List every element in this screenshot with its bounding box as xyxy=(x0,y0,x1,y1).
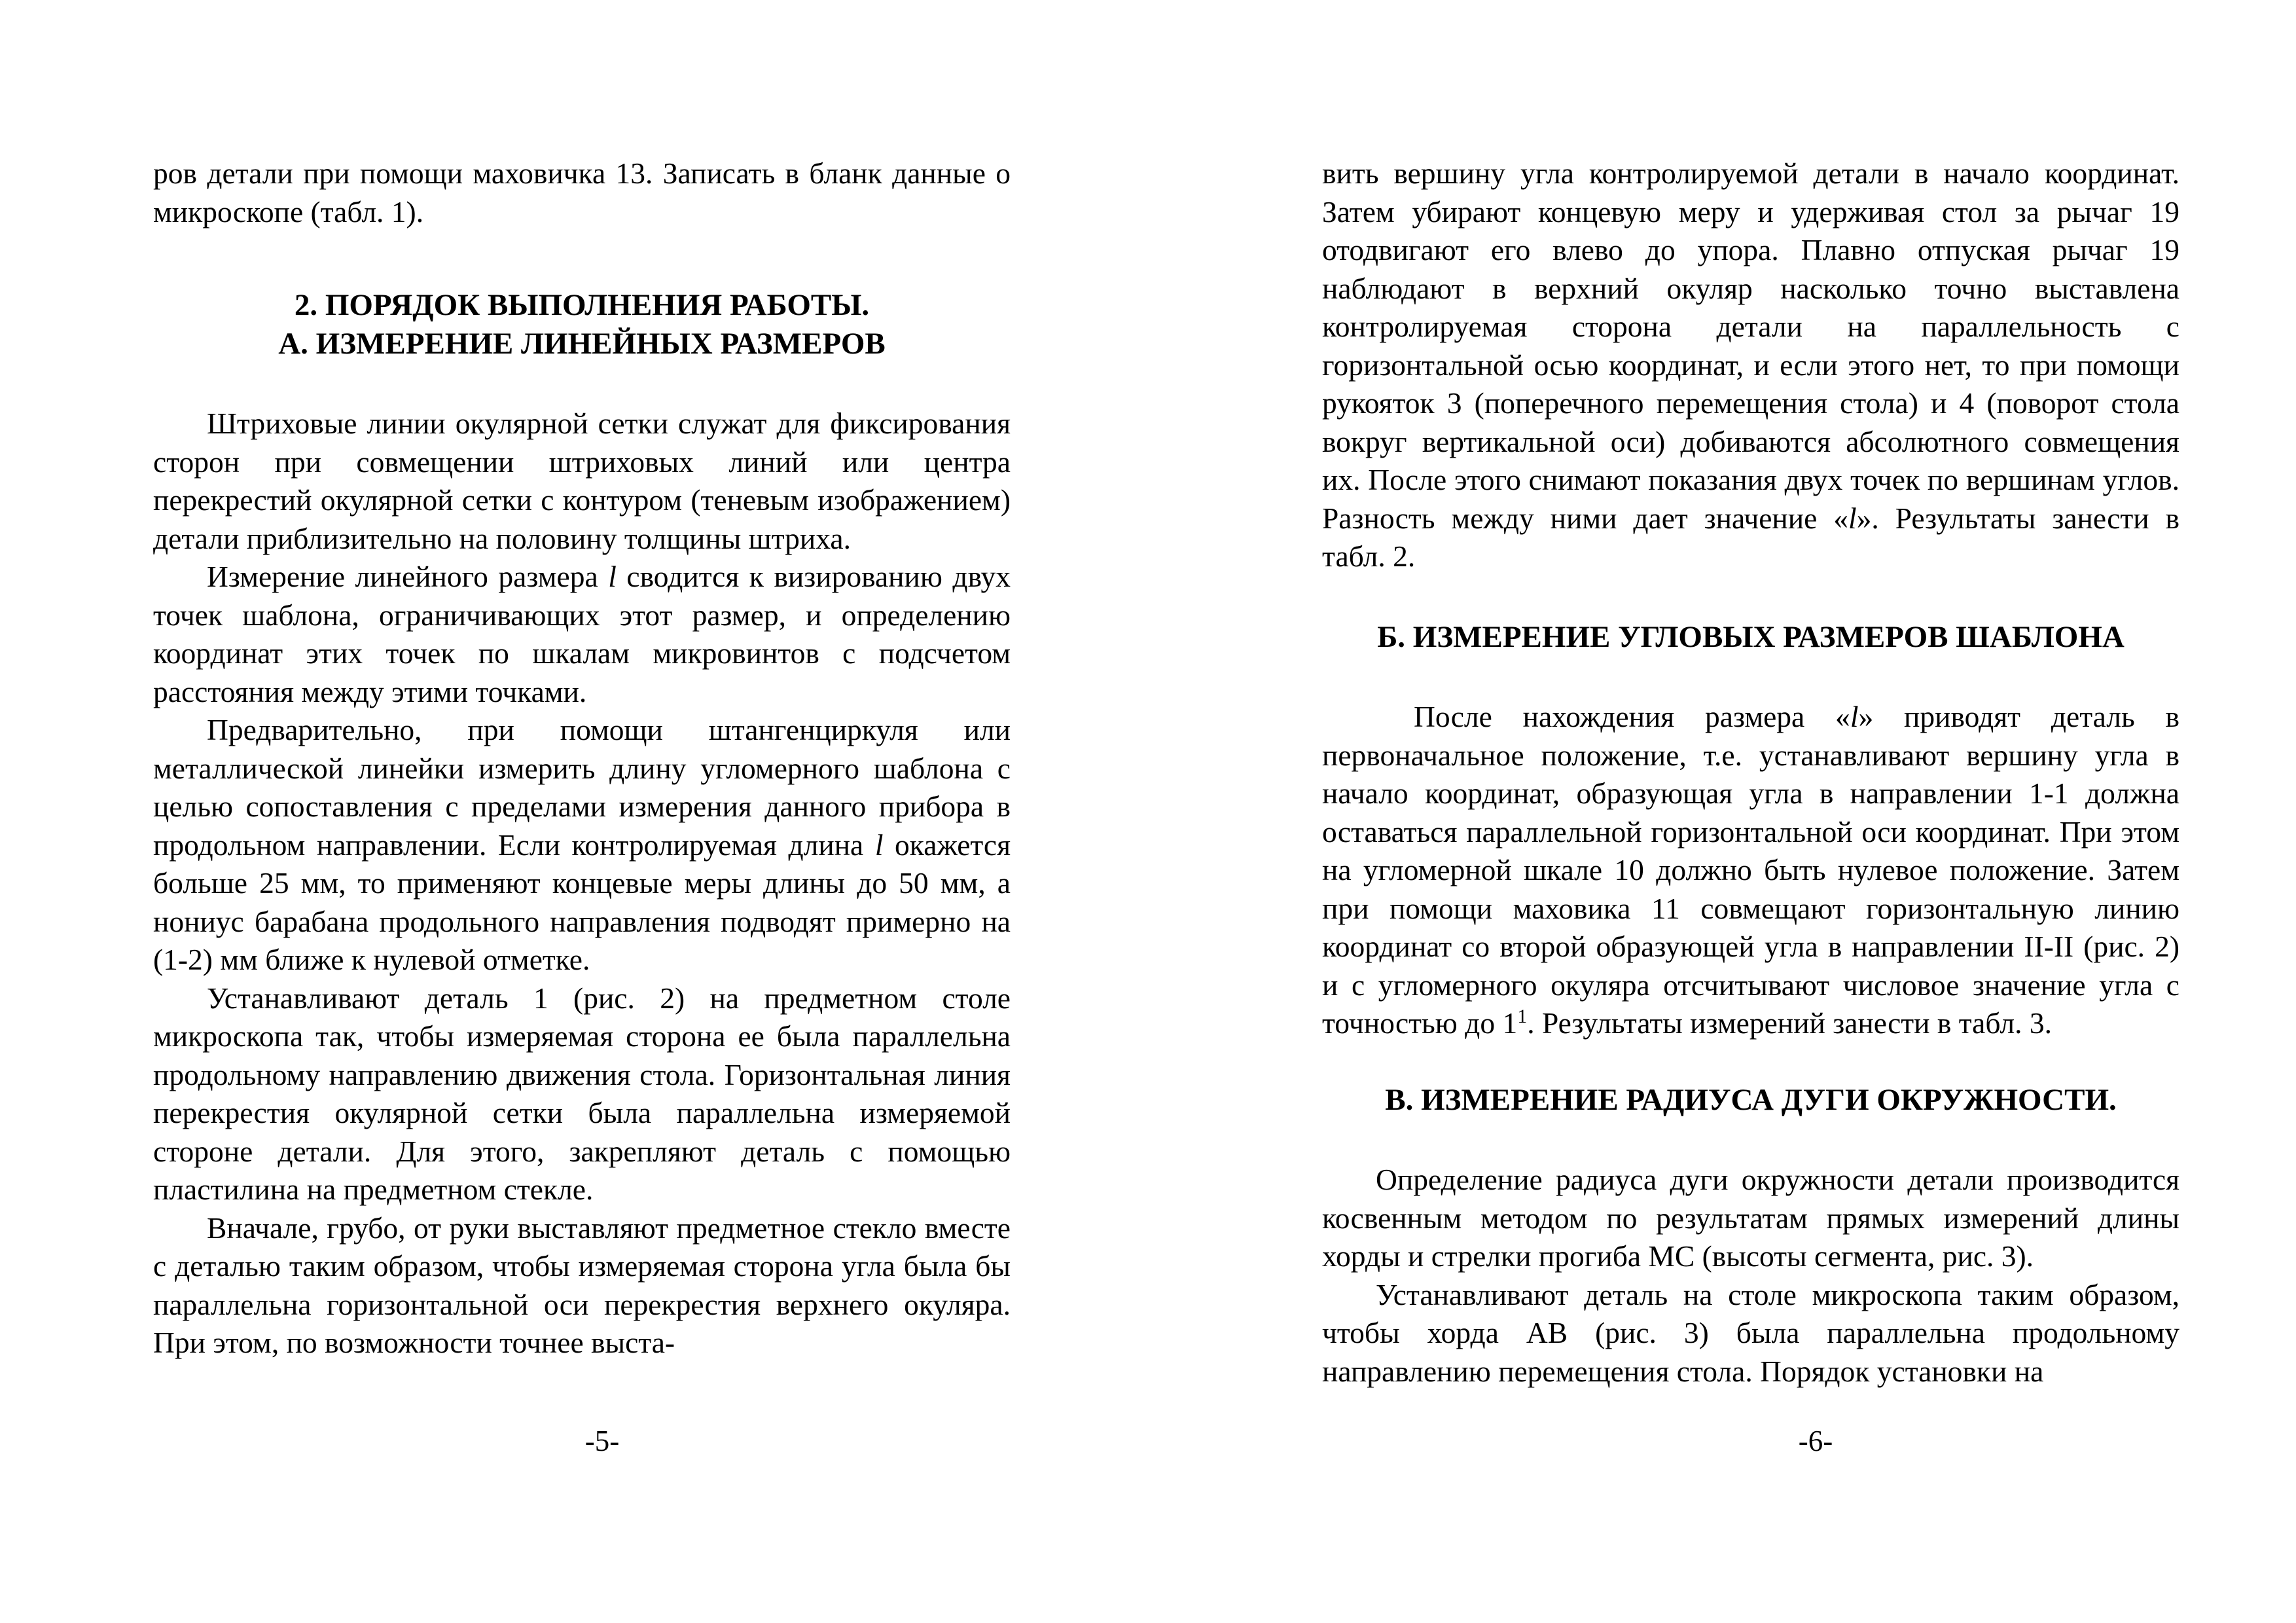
right-page xyxy=(1148,0,2296,1623)
right-page-text xyxy=(1322,155,2179,1391)
paragraph-angular-measurement: После нахождения размера «l» приводят деталь в первоначальное положение, т.е. устанавливают вершину угла в начало координат, образующая угла в направлении 1-1 должна оставаться параллельной горизонтальной оси координат. При этом на угломерной шкале 10 должно быть нулевое положение. Затем при помощи маховика 11 совмещают горизонтальную линию координат со второй образующей угла в направлении II-II (рис. 2) и с угломерного окуляра отсчитывают числовое значение угла с точностью до $1^1$. Результаты измерений занести в табл. 3. xyxy=(1322,700,2179,1040)
paragraph-mounting: Устанавливают деталь 1 (рис. 2) на предметном столе микроскопа так, чтобы измеряемая сторона ее была параллельна продольному направлению движения стола. Горизонтальная линия перекрестия окулярной сетки была параллельна измеряемой стороне детали. Для этого, закрепляют деталь с помощью пластилина на предметном стекле. xyxy=(153,981,1011,1206)
section-heading-line1: 2. ПОРЯДОК ВЫПОЛНЕНИЯ РАБОТЫ. xyxy=(294,288,870,322)
superscript: 1 xyxy=(1517,1005,1528,1027)
paragraph-radius-method: Определение радиуса дуги окружности детали производится косвенным методом по результатам прямых измерений длины хорды и стрелки прогиба МС (высоты сегмента, рис. 3). xyxy=(1322,1163,2179,1273)
paragraph-linear-measurement: Измерение линейного размера l сводится к визированию двух точек шаблона, ограничивающих этот размер, и определению координат этих точек по шкалам микровинтов с подсчетом расстояния между этими точками. xyxy=(153,560,1011,708)
paragraph-reticle-lines: Штриховые линии окулярной сетки служат для фиксирования сторон при совмещении штриховых линий или центра перекрестий окулярной сетки с контуром (теневым изображением) детали приблизительно на половину толщины штриха. xyxy=(153,407,1011,555)
variable-l: l xyxy=(874,828,884,862)
paragraph-radius-setup: Устанавливают деталь на столе микроскопа таким образом, чтобы хорда АВ (рис. 3) была параллельна продольному направлению перемещения стола. Порядок установки на xyxy=(1322,1277,2179,1388)
page-number: -6- xyxy=(1798,1425,1833,1457)
section-heading-b: Б. ИЗМЕРЕНИЕ УГЛОВЫХ РАЗМЕРОВ ШАБЛОНА xyxy=(1377,619,2125,654)
variable-l: l xyxy=(1850,700,1859,733)
section-heading-v: В. ИЗМЕРЕНИЕ РАДИУСА ДУГИ ОКРУЖНОСТИ. xyxy=(1385,1082,2117,1117)
page-number: -5- xyxy=(584,1425,620,1457)
paragraph-alignment: Вначале, грубо, от руки выставляют предметное стекло вместе с деталью таким образом, чтобы измеряемая сторона угла была бы параллельна горизонтальной оси перекрестия верхнего окуляра. При этом, по возможности точнее выста- xyxy=(153,1211,1011,1359)
section-heading xyxy=(153,286,1011,363)
left-page-text xyxy=(153,155,1011,1362)
paragraph-continuation: ров детали при помощи маховичка 13. Записать в бланк данные о микроскопе (табл. 1). xyxy=(153,156,1011,228)
section-heading-line2: А. ИЗМЕРЕНИЕ ЛИНЕЙНЫХ РАЗМЕРОВ xyxy=(278,326,886,361)
paragraph-preliminary: Предварительно, при помощи штангенциркуля или металлической линейки измерить длину угломерного шаблона с целью сопоставления с пределами измерения данного прибора в продольном направлении. Если контролируемая длина l окажется больше 25 мм, то применяют концевые меры длины до 50 мм, а нониус барабана продольного направления подводят примерно на (1-2) мм ближе к нулевой отметке. xyxy=(153,713,1011,976)
variable-l: l xyxy=(1848,501,1857,535)
variable-l: l xyxy=(608,560,617,593)
paragraph-continuation: вить вершину угла контролируемой детали в начало координат. Затем убирают концевую меру и удерживая стол за рычаг 19 отодвигают его влево до упора. Плавно отпуская рычаг 19 наблюдают в верхний окуляр насколько точно выставлена контролируемая сторона детали на параллельность с горизонтальной осью координат, и если этого нет, то при помощи рукояток 3 (поперечного перемещения стола) и 4 (поворот стола вокруг вертикальной оси) добиваются абсолютного совмещения их. После этого снимают показания двух точек по вершинам углов. Разность между ними дает значение «l». Результаты занести в табл. 2. xyxy=(1322,156,2179,573)
